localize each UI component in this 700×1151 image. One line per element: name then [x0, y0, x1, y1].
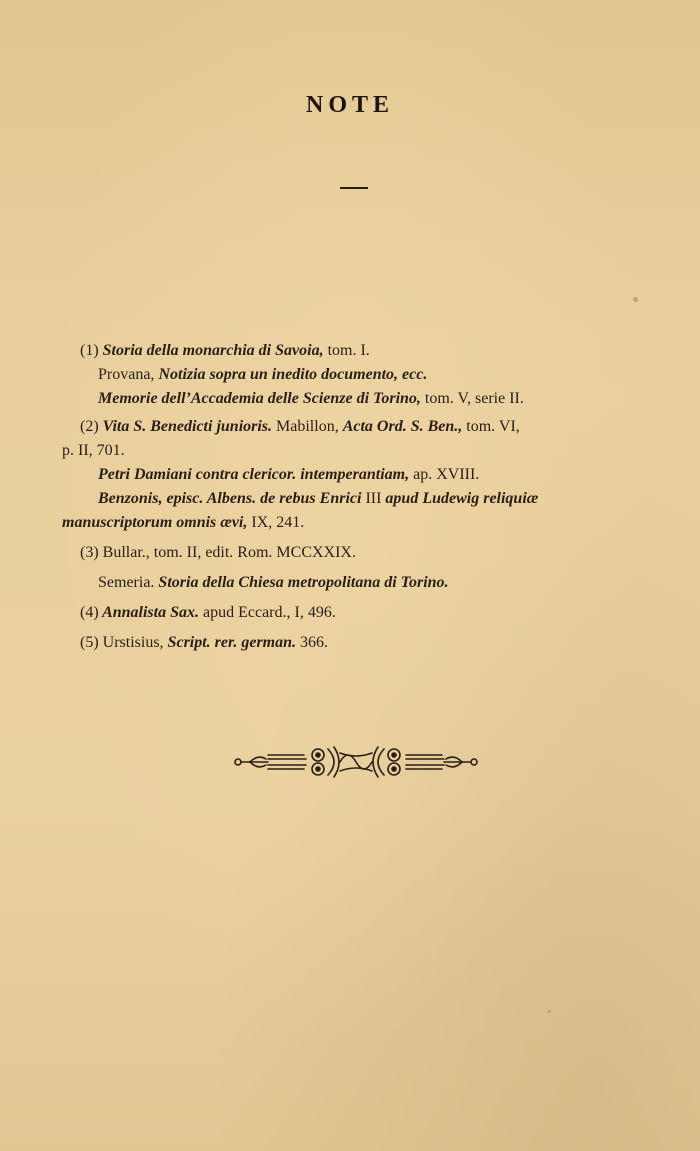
note-2-line-2: [62, 439, 652, 463]
note-text: Provana,: [98, 366, 159, 383]
note-number: (5): [80, 634, 99, 651]
note-text: apud Eccard., I, 496.: [199, 604, 336, 621]
paper-speck: [548, 1010, 551, 1013]
note-citation: Petri Damiani contra clericor. intemperantiam,: [98, 466, 410, 483]
note-text: IX, 241.: [247, 514, 305, 531]
note-2-line-3: [62, 463, 652, 487]
note-citation: Storia della Chiesa metropolitana di Torino.: [158, 574, 449, 591]
paper-speck: [633, 297, 638, 302]
note-citation: Annalista Sax.: [98, 604, 199, 621]
note-text: tom. VI,: [462, 418, 520, 435]
note-text: III: [361, 490, 386, 507]
note-citation: Storia della monarchia di Savoia,: [102, 342, 324, 359]
note-2-line-5: [62, 511, 652, 535]
notes-block: [62, 339, 652, 655]
note-text: 366.: [296, 634, 329, 651]
note-citation: apud Ludewig reliquiæ: [385, 490, 539, 507]
note-citation: Script. rer. german.: [167, 634, 297, 651]
note-1-line-3: [62, 387, 652, 411]
note-number: (4): [80, 604, 99, 621]
note-text: Urstisius,: [98, 634, 168, 651]
note-number: (2): [80, 418, 99, 435]
note-3-line-2: [62, 571, 652, 595]
page-title: NOTE: [305, 92, 394, 118]
note-4: [62, 601, 652, 625]
note-5: [62, 631, 652, 655]
note-text: Semeria.: [98, 574, 159, 591]
note-text: p. II, 701.: [62, 442, 125, 459]
note-1: [62, 339, 652, 363]
note-text: tom. I.: [323, 342, 370, 359]
note-text: Bullar., tom. II, edit. Rom. MCCXXIX.: [98, 544, 356, 561]
note-3: [62, 541, 652, 565]
note-text: Mabillon,: [272, 418, 343, 435]
note-citation: manuscriptorum omnis ævi,: [62, 514, 248, 531]
note-2: [62, 415, 652, 439]
title-rule: [340, 187, 368, 189]
note-citation: Memorie dell’Accademia delle Scienze di Torino,: [98, 390, 421, 407]
note-citation: Acta Ord. S. Ben.,: [342, 418, 463, 435]
note-number: (3): [80, 544, 99, 561]
note-citation: Notizia sopra un inedito documento, ecc.: [158, 366, 428, 383]
note-1-line-2: [62, 363, 652, 387]
note-text: ap. XVIII.: [409, 466, 480, 483]
note-citation: Benzonis, episc. Albens. de rebus Enrici: [98, 490, 362, 507]
note-text: tom. V, serie II.: [420, 390, 524, 407]
decorative-ornament: [228, 743, 484, 781]
note-citation: Vita S. Benedicti junioris.: [102, 418, 273, 435]
note-2-line-4: [62, 487, 652, 511]
note-number: (1): [80, 342, 99, 359]
